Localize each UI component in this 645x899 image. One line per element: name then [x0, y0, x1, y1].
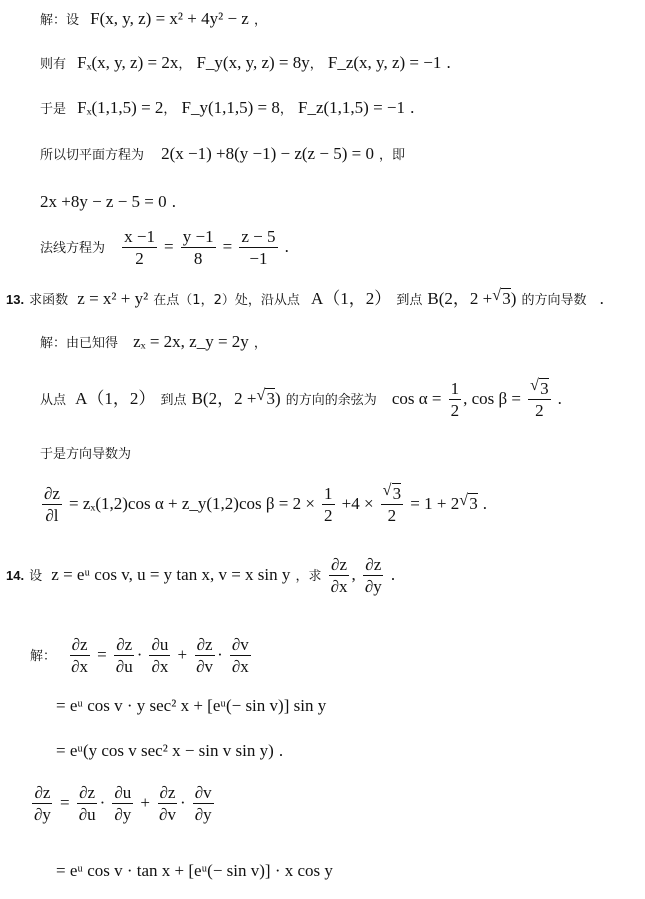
problem-14: 14. 设 z = eᵘ cos v, u = y tan x, v = x sin y ，求 $\frac{\partial z}{\partial x}$ , $\frac{\partial z}{\partial y}$ .: [6, 555, 396, 596]
problem-13: 13. 求函数 z = x² + y² 在点（1，2）处，沿从点 A（1，2） 到点 B(2，2 + √ 3) 的方向导数 .: [6, 287, 604, 308]
solution-14-step-c: = eᵘ(y cos v sec² x − sin v sin y) .: [56, 741, 284, 760]
partial-fy: F_y(x, y, z) = 8y: [196, 53, 310, 72]
cos-alpha-frac: $\frac{1}{2}$: [450, 379, 460, 420]
fz-value: F_z(1,1,5) = −1: [298, 98, 405, 117]
solution-label: 解：设: [40, 13, 80, 28]
fx-value: Fₓ(1,1,5) = 2: [77, 98, 164, 117]
partial-fz: F_z(x, y, z) = −1: [327, 53, 442, 72]
normal-line-label: 法线方程为: [40, 241, 106, 256]
problem-14-equations: z = eᵘ cos v, u = y tan x, v = x sin y: [51, 565, 291, 584]
cos-beta-frac: √ 3 2: [530, 377, 549, 420]
f-definition: F(x, y, z) = x² + 4y² − z: [90, 9, 249, 28]
tangent-plane-simplified: 2x +8y − z − 5 = 0: [40, 192, 167, 211]
normal-frac-y: $\frac{y -1}{8}$: [182, 227, 214, 268]
then-label: 则有: [40, 57, 67, 72]
sqrt-3: √ 3: [492, 287, 511, 308]
line-4: 所以切平面方程为 2(x −1) +8(y −1) − z(z − 5) = 0 ，即: [40, 144, 406, 163]
fy-value: F_y(1,1,5) = 8: [181, 98, 280, 117]
dz-dl-frac: $\frac{\partial z}{\partial l}$: [44, 484, 60, 525]
line-3: 于是 Fₓ(1,1,5) = 2， F_y(1,1,5) = 8， F_z(1,1,5) = −1 .: [40, 98, 415, 117]
line-5: 2x +8y − z − 5 = 0 .: [40, 192, 176, 211]
normal-frac-z: $\frac{z - 5}{-1}$: [241, 227, 276, 268]
solution-13-cosines: 从点 A（1，2） 到点 B(2，2 + √ 3) 的方向的余弦为 cos α = $\frac{1}{2}$ , cos β = √ 3 2 .: [40, 377, 562, 420]
solution-14-chain-y: $\frac{\partial z}{\partial y}$ = $\frac{\partial z}{\partial u}$ · $\frac{\partial u}{\partial y}$ + $\frac{\partial z}{\partial v}$ · $\frac{\partial v}{\partial y}$: [34, 783, 212, 824]
line-1: 解：设 F(x, y, z) = x² + 4y² − z ，: [40, 9, 267, 28]
problem-13-function: z = x² + y²: [77, 289, 149, 308]
problem-number: 13.: [6, 292, 25, 307]
line-2: 则有 Fₓ(x, y, z) = 2x， F_y(x, y, z) = 8y， F_z(x, y, z) = −1 .: [40, 53, 451, 72]
tangent-plane-equation: 2(x −1) +8(y −1) − z(z − 5) = 0: [161, 144, 374, 163]
solution-13-result: $\frac{\partial z}{\partial l}$ = zₓ(1,2)cos α + z_y(1,2)cos β = 2 × $\frac{1}{2}$ +4 × √ 3 2 = 1 + 2 √ 3 .: [44, 482, 488, 525]
solution-13-given: 解：由已知得 zₓ = 2x, z_y = 2y ，: [40, 332, 267, 351]
partial-z-values: zₓ = 2x, z_y = 2y: [133, 332, 249, 351]
solution-14-chain-x: 解： $\frac{\partial z}{\partial x}$ = $\frac{\partial z}{\partial u}$ · $\frac{\partial u}{\partial x}$ + $\frac{\partial z}{\partial v}$ · $\frac{\partial v}{\partial x}$: [30, 635, 249, 676]
solution-14-step-e: = eᵘ cos v · tan x + [eᵘ(− sin v)] · x cos y: [56, 861, 333, 880]
tangent-plane-label: 所以切平面方程为: [40, 148, 145, 163]
thus-label: 于是: [40, 102, 67, 117]
solution-13-derivative-label: 于是方向导数为: [40, 447, 132, 462]
normal-frac-x: $\frac{x -1}{2}$: [124, 227, 155, 268]
line-6: 法线方程为 $\frac{x -1}{2}$ = $\frac{y -1}{8}$ = $\frac{z - 5}{-1}$ .: [40, 227, 289, 268]
solution-14-step-b: = eᵘ cos v · y sec² x + [eᵘ(− sin v)] sin y: [56, 696, 327, 715]
partial-fx: Fₓ(x, y, z) = 2x: [77, 53, 179, 72]
